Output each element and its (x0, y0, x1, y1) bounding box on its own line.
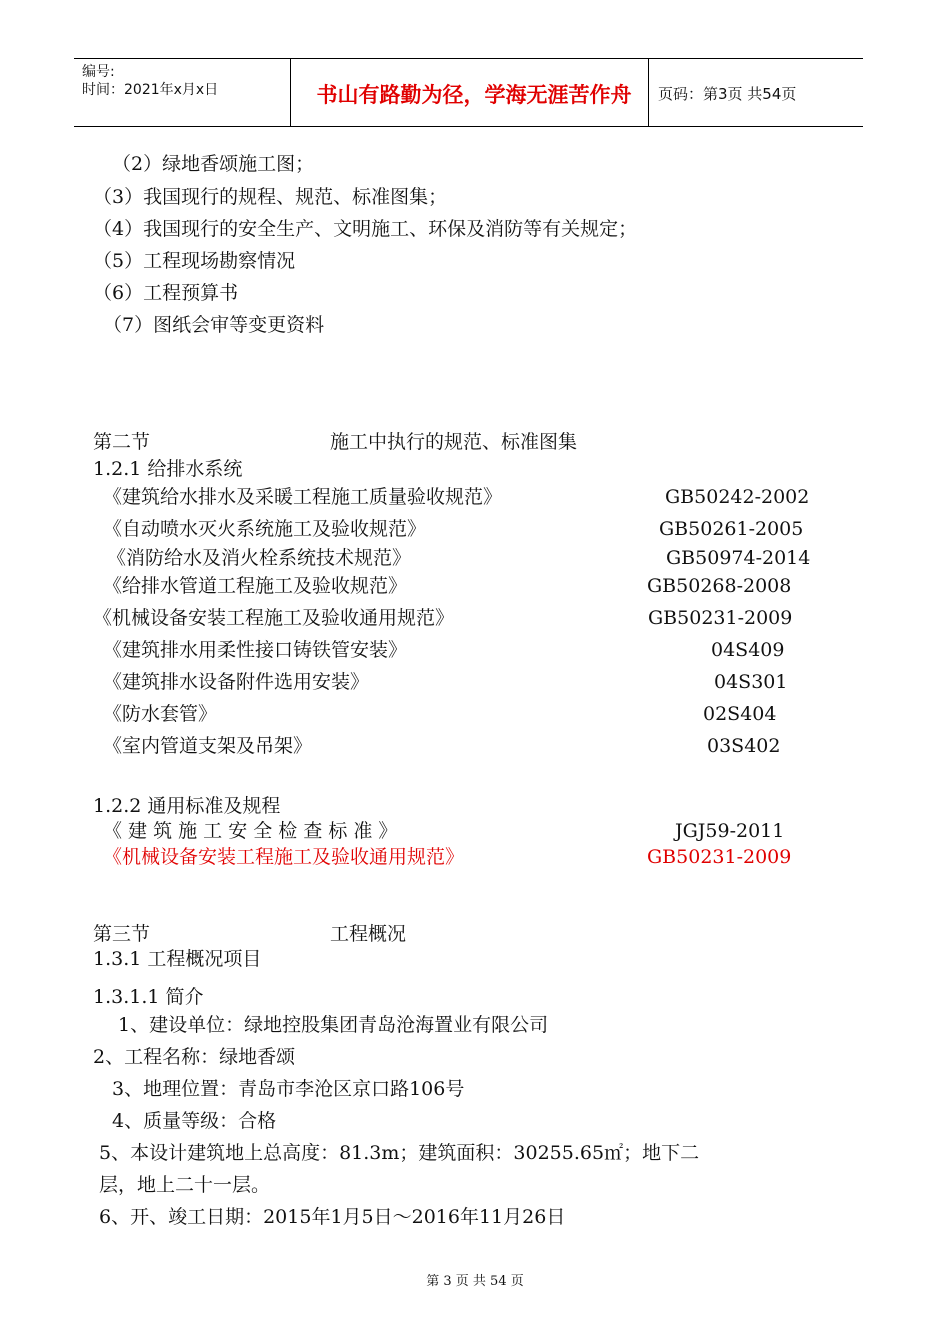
standard-name: 《建筑给水排水及采暖工程施工质量验收规范》 (103, 486, 503, 508)
standard-code: 04S409 (711, 639, 785, 661)
standard-code: JGJ59-2011 (675, 820, 785, 842)
overview-item: 2、工程名称：绿地香颂 (93, 1046, 296, 1068)
standard-code-highlight: GB50231-2009 (647, 846, 792, 868)
section-label: 第二节 (93, 431, 151, 453)
basis-item: （6）工程预算书 (93, 282, 239, 304)
standard-name: 《室内管道支架及吊架》 (103, 735, 313, 757)
overview-item: 5、本设计建筑地上总高度：81.3m；建筑面积：30255.65㎡；地下二 (99, 1142, 700, 1164)
doc-time-label: 时间：2021年x月x日 (82, 82, 219, 98)
subsection-heading: 1.2.2 通用标准及规程 (93, 795, 281, 817)
page-header (74, 58, 863, 127)
header-page-info: 页码：第3页 共54页 (658, 85, 797, 103)
standard-name: 《建筑排水设备附件选用安装》 (103, 671, 370, 693)
standard-code: GB50268-2008 (647, 575, 792, 597)
standard-code: GB50231-2009 (648, 607, 793, 629)
standard-code: GB50974-2014 (666, 547, 811, 569)
standard-code: 04S301 (714, 671, 788, 693)
section-title: 工程概况 (330, 923, 407, 945)
standard-name: 《防水套管》 (103, 703, 218, 725)
overview-item: 6、开、竣工日期：2015年1月5日～2016年11月26日 (99, 1206, 566, 1228)
basis-item: （2）绿地香颂施工图； (112, 153, 315, 175)
standard-name-highlight: 《机械设备安装工程施工及验收通用规范》 (103, 846, 465, 868)
basis-item: （5）工程现场勘察情况 (93, 250, 296, 272)
standard-code: 03S402 (707, 735, 781, 757)
standard-name: 《 建 筑 施 工 安 全 检 查 标 准 》 (103, 820, 398, 842)
header-meta (82, 63, 218, 99)
standard-code: GB50242-2002 (665, 486, 810, 508)
basis-item: （4）我国现行的安全生产、文明施工、环保及消防等有关规定； (93, 218, 638, 240)
overview-item: 1、建设单位：绿地控股集团青岛沧海置业有限公司 (118, 1014, 549, 1036)
page-footer: 第 3 页 共 54 页 (426, 1274, 524, 1289)
standard-name: 《给排水管道工程施工及验收规范》 (103, 575, 408, 597)
basis-item: （3）我国现行的规程、规范、标准图集； (93, 186, 448, 208)
header-divider (290, 59, 291, 126)
standard-name: 《消防给水及消火栓系统技术规范》 (107, 547, 412, 569)
section-label: 第三节 (93, 923, 151, 945)
header-divider (648, 59, 649, 126)
standard-code: 02S404 (703, 703, 777, 725)
standard-name: 《建筑排水用柔性接口铸铁管安装》 (103, 639, 408, 661)
subsection-heading: 1.3.1.1 简介 (93, 986, 204, 1008)
standard-code: GB50261-2005 (659, 518, 804, 540)
overview-item: 3、地理位置：青岛市李沧区京口路106号 (112, 1078, 465, 1100)
overview-item: 层，地上二十一层。 (99, 1174, 271, 1196)
basis-item: （7）图纸会审等变更资料 (103, 314, 325, 336)
overview-item: 4、质量等级：合格 (112, 1110, 277, 1132)
doc-number-label: 编号: (82, 64, 115, 80)
standard-name: 《自动喷水灭火系统施工及验收规范》 (103, 518, 427, 540)
header-motto: 书山有路勤为径，学海无涯苦作舟 (316, 83, 632, 107)
subsection-heading: 1.2.1 给排水系统 (93, 458, 243, 480)
section-title: 施工中执行的规范、标准图集 (330, 431, 578, 453)
standard-name: 《机械设备安装工程施工及验收通用规范》 (93, 607, 455, 629)
subsection-heading: 1.3.1 工程概况项目 (93, 948, 262, 970)
